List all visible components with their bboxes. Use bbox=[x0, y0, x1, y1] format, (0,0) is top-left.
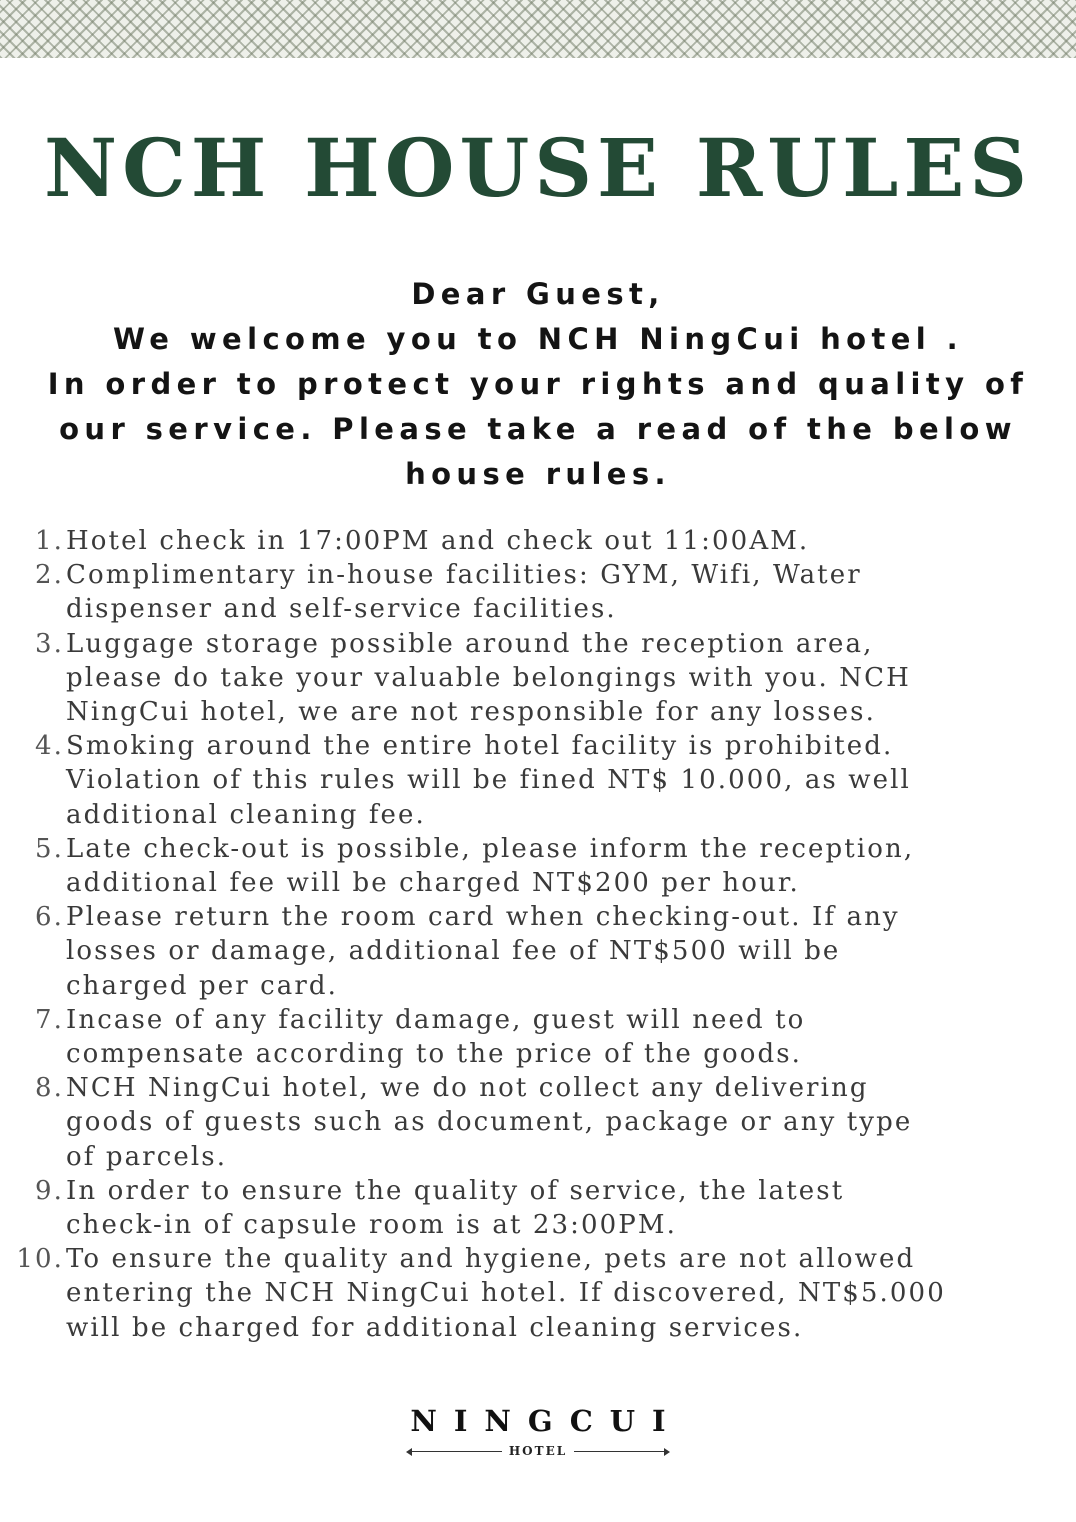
rule-text-line: Hotel check in 17:00PM and check out 11:00AM. bbox=[66, 526, 810, 556]
intro-line: house rules. bbox=[405, 457, 671, 491]
rule-item bbox=[0, 900, 1076, 1003]
rule-item bbox=[0, 627, 1076, 730]
rule-text-line: Complimentary in-house facilities: GYM, Wifi, Water bbox=[66, 560, 862, 591]
rule-item bbox=[0, 1003, 1076, 1071]
rule-number: 10. bbox=[16, 1244, 64, 1275]
rule-text-line: Late check-out is possible, please inform the reception, bbox=[66, 833, 915, 864]
rule-item bbox=[0, 729, 1076, 832]
arrow-left-icon bbox=[406, 1448, 412, 1456]
logo-brand-name: NINGCUI bbox=[410, 1404, 683, 1438]
intro-line: our service. Please take a read of the below bbox=[59, 412, 1017, 446]
page-title: NCH HOUSE RULES bbox=[43, 121, 1033, 215]
rule-text-line: Violation of this rules will be fined NT$ 10.000, as well bbox=[66, 765, 911, 796]
rule-text-line: please do take your valuable belongings with you. NCH bbox=[66, 662, 911, 693]
intro-line: In order to protect your rights and quality of bbox=[47, 367, 1029, 401]
rule-number: 1. bbox=[34, 526, 64, 556]
logo-subtitle-row bbox=[338, 1442, 738, 1460]
rule-item bbox=[0, 832, 1076, 900]
rule-number: 4. bbox=[34, 731, 64, 762]
rule-text-line: Incase of any facility damage, guest will need to bbox=[66, 1004, 806, 1035]
rule-number: 9. bbox=[34, 1175, 64, 1206]
rule-text-line: Please return the room card when checking-out. If any bbox=[66, 902, 900, 933]
logo-divider-right bbox=[574, 1451, 664, 1452]
greeting-line: Dear Guest, bbox=[411, 277, 665, 311]
rule-text-line: NCH NingCui hotel, we do not collect any delivering bbox=[66, 1073, 869, 1104]
rule-text-line: check-in of capsule room is at 23:00PM. bbox=[66, 1210, 677, 1241]
rule-text-line: Luggage storage possible around the reception area, bbox=[66, 628, 874, 659]
rule-text-line: compensate according to the price of the goods. bbox=[66, 1039, 803, 1070]
hotel-logo bbox=[338, 1402, 738, 1460]
decorative-pattern-band bbox=[0, 0, 1076, 58]
rule-item bbox=[0, 1242, 1076, 1345]
rule-number: 3. bbox=[34, 628, 64, 659]
house-rules-list bbox=[0, 524, 1076, 1345]
rule-number: 7. bbox=[34, 1004, 64, 1035]
rule-text-line: of parcels. bbox=[66, 1141, 228, 1172]
welcome-message bbox=[20, 272, 1056, 497]
welcome-line: We welcome you to NCH NingCui hotel . bbox=[112, 322, 964, 356]
rule-text-line: additional cleaning fee. bbox=[66, 799, 426, 830]
rule-number: 2. bbox=[34, 560, 64, 591]
rule-number: 6. bbox=[34, 902, 64, 933]
rule-text-line: entering the NCH NingCui hotel. If discovered, NT$5.000 bbox=[66, 1278, 946, 1309]
logo-divider-left bbox=[410, 1451, 502, 1452]
rule-number: 5. bbox=[34, 833, 64, 864]
rule-text-line: goods of guests such as document, package or any type bbox=[66, 1107, 913, 1138]
rule-item bbox=[0, 558, 1076, 626]
rule-text-line: dispenser and self-service facilities. bbox=[66, 594, 617, 625]
logo-subtitle: HOTEL bbox=[508, 1444, 568, 1458]
rule-text-line: will be charged for additional cleaning services. bbox=[66, 1312, 804, 1343]
rule-text-line: additional fee will be charged NT$200 per hour. bbox=[66, 868, 800, 899]
rule-text-line: Smoking around the entire hotel facility is prohibited. bbox=[66, 731, 894, 762]
rule-item bbox=[0, 1174, 1076, 1242]
rule-text-line: NingCui hotel, we are not responsible for any losses. bbox=[66, 697, 876, 728]
rule-text-line: charged per card. bbox=[66, 970, 338, 1001]
rule-text-line: In order to ensure the quality of service, the latest bbox=[66, 1175, 845, 1206]
arrow-right-icon bbox=[664, 1448, 670, 1456]
rule-text-line: losses or damage, additional fee of NT$500 will be bbox=[66, 936, 841, 967]
rule-text-line: To ensure the quality and hygiene, pets are not allowed bbox=[66, 1244, 916, 1275]
rule-item bbox=[0, 524, 1076, 558]
rule-number: 8. bbox=[34, 1073, 64, 1104]
rule-item bbox=[0, 1071, 1076, 1174]
